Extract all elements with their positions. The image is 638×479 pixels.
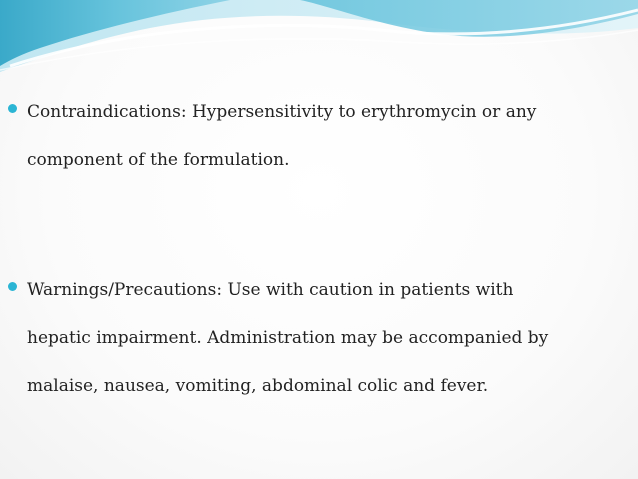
bullet-dot-icon <box>8 282 17 291</box>
bullet-warnings-precautions <box>8 266 628 410</box>
wave-header-decoration <box>0 0 638 80</box>
bullet-line: hepatic impairment. Administration may be accompanied by <box>27 328 549 348</box>
bullet-line: component of the formulation. <box>27 150 290 170</box>
bullet-line: Contraindications: Hypersensitivity to erythromycin or any <box>27 102 537 122</box>
slide-body <box>8 88 628 410</box>
bullet-dot-icon <box>8 104 17 113</box>
bullet-contraindications <box>8 88 628 184</box>
bullet-line: malaise, nausea, vomiting, abdominal colic and fever. <box>27 376 489 396</box>
bullet-line: Warnings/Precautions: Use with caution in patients with <box>27 280 514 300</box>
